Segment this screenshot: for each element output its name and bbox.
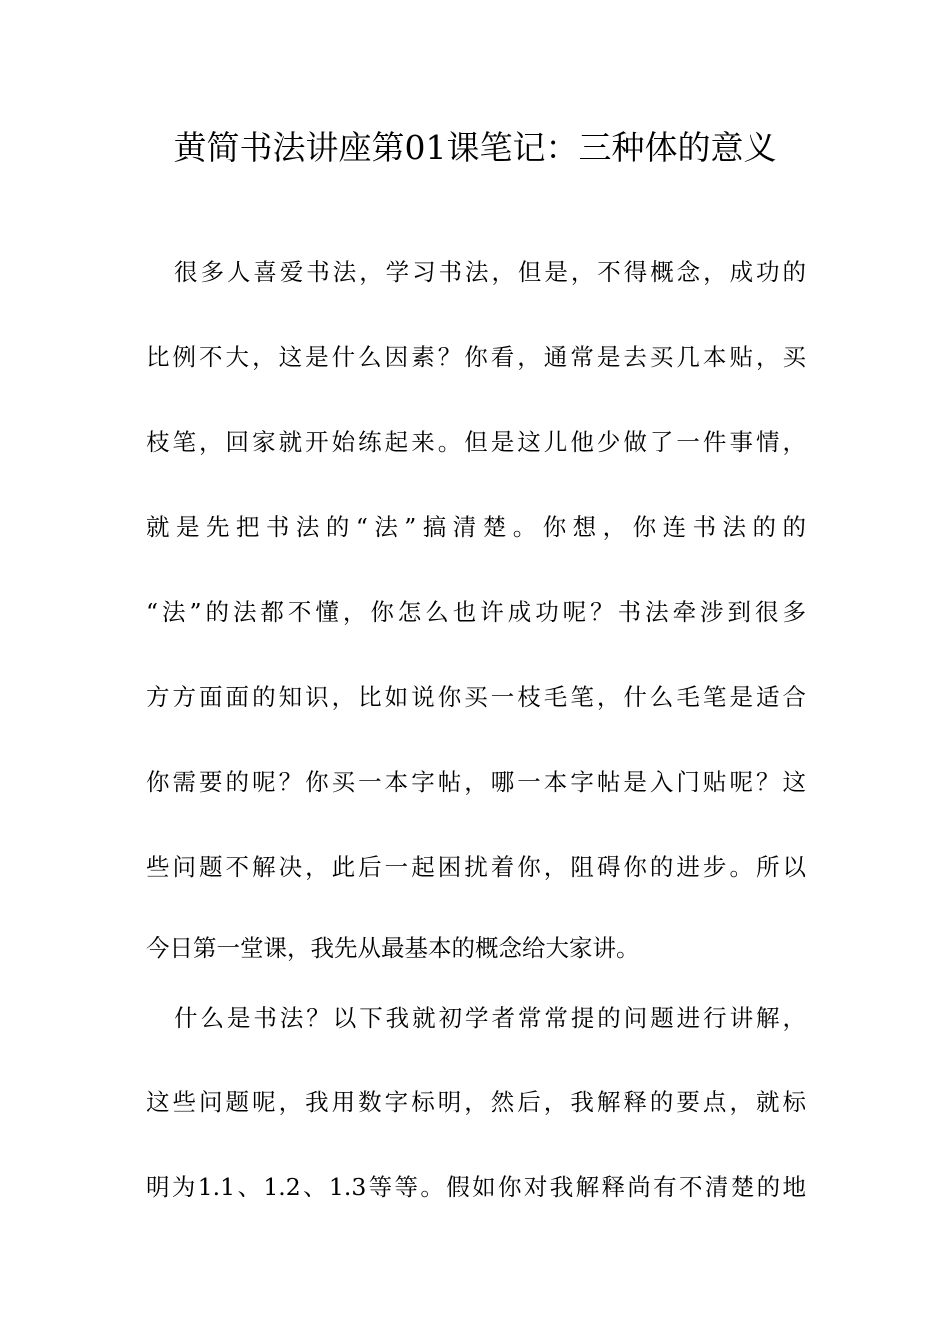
paragraph-1-line-1: 很多人喜爱书法，学习书法，但是，不得概念，成功的 [174, 258, 806, 286]
paragraph-1-line-6: 方方面面的知识，比如说你买一枝毛笔，什么毛笔是适合 [146, 683, 806, 711]
document-title: 黄简书法讲座第01课笔记：三种体的意义 [173, 128, 777, 167]
paragraph-2-line-2: 这些问题呢，我用数字标明，然后，我解释的要点，就标 [146, 1088, 806, 1116]
paragraph-1-line-3: 枝笔，回家就开始练起来。但是这儿他少做了一件事情， [146, 428, 806, 456]
paragraph-2-line-1: 什么是书法？以下我就初学者常常提的问题进行讲解， [174, 1004, 806, 1032]
paragraph-1-line-5: “法”的法都不懂，你怎么也许成功呢？书法牵涉到很多 [146, 598, 806, 626]
paragraph-1-line-8: 些问题不解决，此后一起困扰着你，阻碍你的进步。所以 [146, 853, 806, 881]
paragraph-1-line-4: 就是先把书法的“法”搞清楚。你想，你连书法的的 [146, 513, 806, 541]
paragraph-2-line-3: 明为1.1、1.2、1.3等等。假如你对我解释尚有不清楚的地 [146, 1173, 806, 1201]
paragraph-1-line-7: 你需要的呢？你买一本字帖，哪一本字帖是入门贴呢？这 [146, 768, 806, 796]
paragraph-1-line-2: 比例不大，这是什么因素？你看，通常是去买几本贴，买 [146, 343, 806, 371]
paragraph-1-line-9: 今日第一堂课，我先从最基本的概念给大家讲。 [146, 934, 640, 962]
